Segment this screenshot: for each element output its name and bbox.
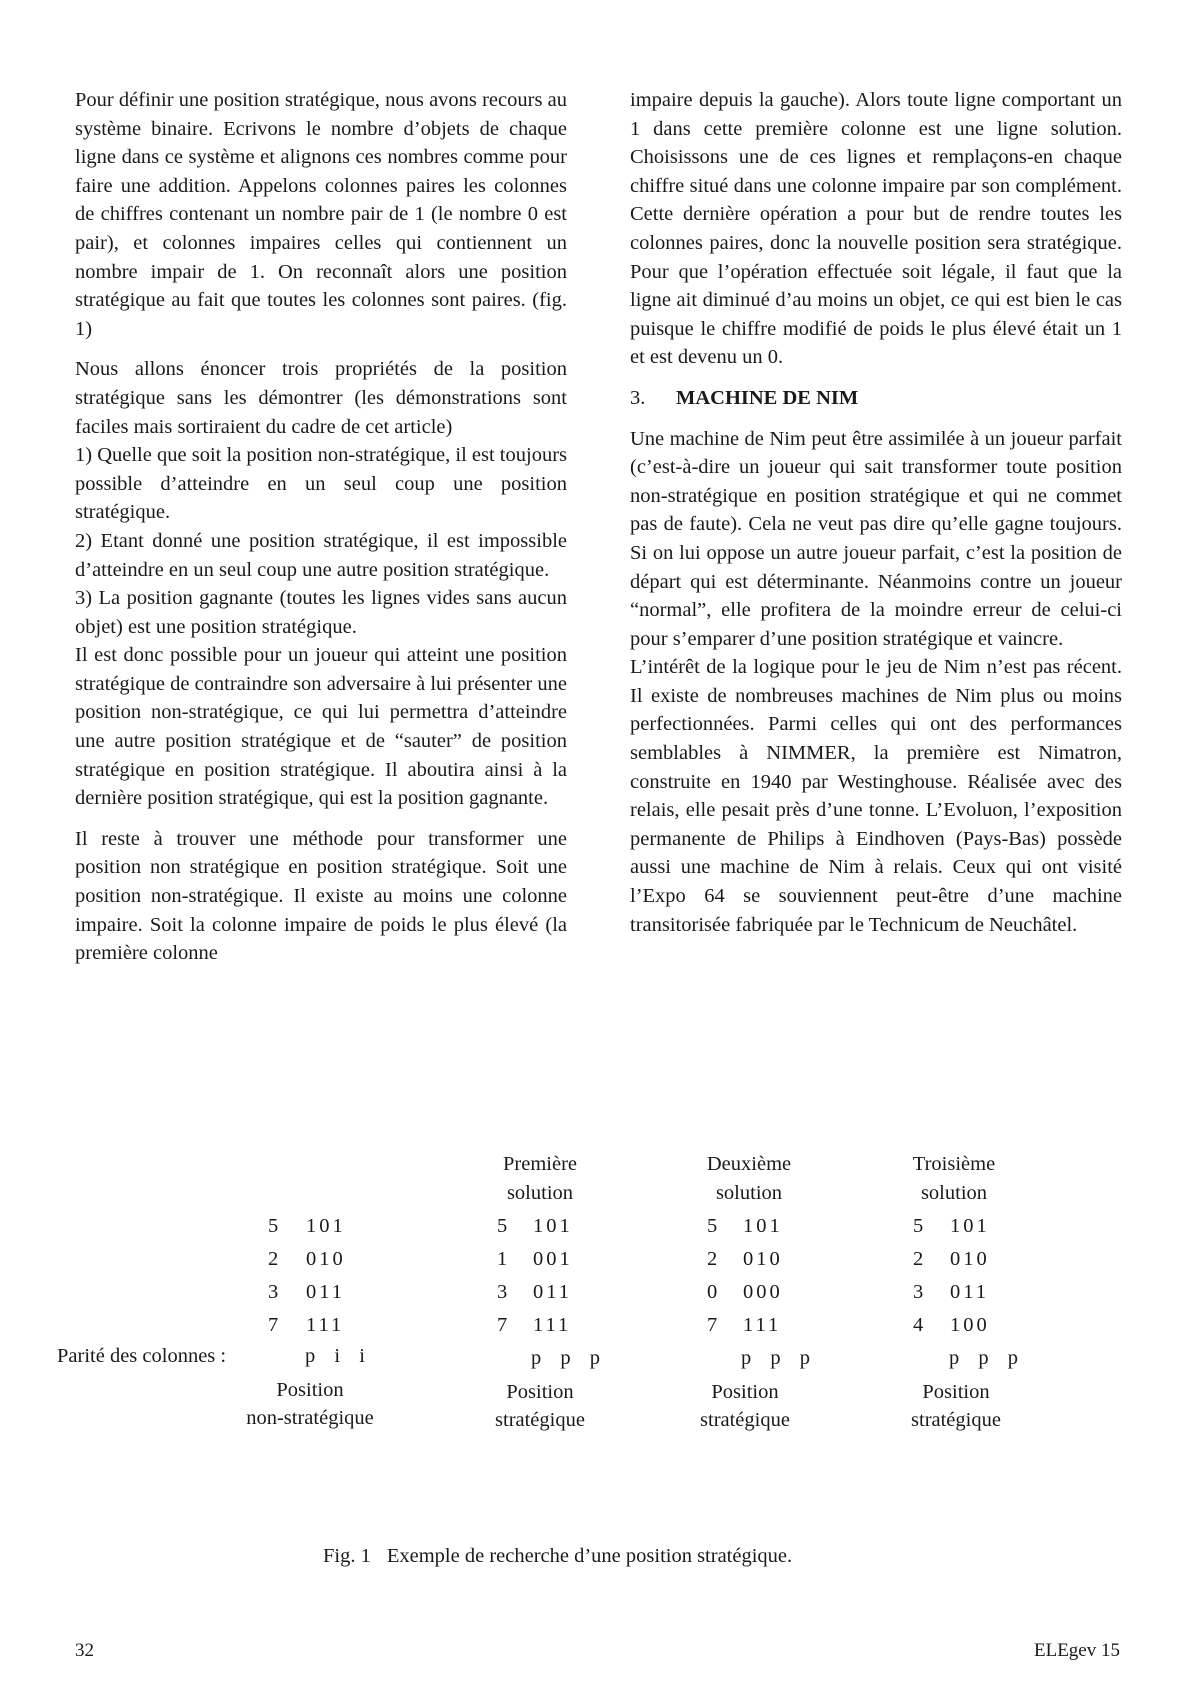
row-bits: 100 bbox=[950, 1314, 990, 1336]
caption-label: Fig. 1 bbox=[323, 1545, 371, 1567]
row-bits: 010 bbox=[950, 1248, 990, 1270]
position-type: non-stratégique bbox=[246, 1407, 374, 1429]
section-heading bbox=[630, 384, 1122, 413]
column-subheader: solution bbox=[920, 1182, 988, 1204]
figure-caption bbox=[323, 1545, 792, 1568]
row-bits: 101 bbox=[306, 1215, 346, 1237]
parity-label: Parité des colonnes : bbox=[57, 1345, 227, 1367]
row-bits: 111 bbox=[306, 1314, 345, 1336]
row-bits: 011 bbox=[950, 1281, 989, 1303]
row-value: 2 bbox=[707, 1248, 718, 1270]
row-value: 2 bbox=[913, 1248, 924, 1270]
row-bits: 011 bbox=[306, 1281, 345, 1303]
column-parity: p p p bbox=[531, 1347, 607, 1369]
position-type: stratégique bbox=[911, 1409, 1001, 1431]
paragraph: impaire depuis la gauche). Alors toute ligne comportant un 1 dans cette première colonne est une ligne solution. Choisissons une de ces lignes et remplaçons-en chaque chiffre situé dans une colonne impaire par son complément. Cette dernière opération a pour but de rendre toutes les colonnes paires, donc la nouvelle position sera stratégique. Pour que l’opération effectuée soit légale, il faut que la ligne ait diminué d’au moins un objet, ce qui est bien le cas puisque le chiffre modifié de poids le plus élevé était un 1 et est devenu un 0. bbox=[630, 89, 1122, 369]
row-bits: 111 bbox=[743, 1314, 782, 1336]
row-value: 7 bbox=[268, 1314, 279, 1336]
position-label: Position bbox=[276, 1379, 344, 1401]
row-bits: 001 bbox=[533, 1248, 573, 1270]
page-number: 32 bbox=[75, 1640, 94, 1661]
row-value: 0 bbox=[707, 1281, 718, 1303]
row-bits: 101 bbox=[743, 1215, 783, 1237]
row-value: 1 bbox=[497, 1248, 508, 1270]
row-bits: 101 bbox=[533, 1215, 573, 1237]
position-label: Position bbox=[711, 1381, 779, 1403]
row-value: 5 bbox=[707, 1215, 718, 1237]
position-type: stratégique bbox=[495, 1409, 585, 1431]
column-subheader: solution bbox=[506, 1182, 574, 1204]
right-column bbox=[630, 86, 1122, 951]
column-subheader: solution bbox=[715, 1182, 783, 1204]
column-parity: p p p bbox=[741, 1347, 817, 1369]
row-value: 5 bbox=[268, 1215, 279, 1237]
column-header: Première bbox=[503, 1153, 577, 1175]
row-value: 3 bbox=[268, 1281, 279, 1303]
row-bits: 010 bbox=[306, 1248, 346, 1270]
row-value: 7 bbox=[707, 1314, 718, 1336]
row-bits: 000 bbox=[743, 1281, 783, 1303]
row-value: 2 bbox=[268, 1248, 279, 1270]
property-2: 2) Etant donné une position stratégique, il est impossible d’atteindre en un seul coup une autre position stratégique. bbox=[75, 529, 567, 581]
column-parity: p i i bbox=[305, 1345, 372, 1367]
row-value: 5 bbox=[913, 1215, 924, 1237]
row-value: 4 bbox=[913, 1314, 924, 1336]
caption-text: Exemple de recherche d’une position stratégique. bbox=[386, 1545, 793, 1567]
column-parity: p p p bbox=[949, 1347, 1025, 1369]
position-type: stratégique bbox=[700, 1409, 790, 1431]
property-3: 3) La position gagnante (toutes les lignes vides sans aucun objet) est une position stratégique. bbox=[75, 587, 567, 638]
row-bits: 010 bbox=[743, 1248, 783, 1270]
row-bits: 011 bbox=[533, 1281, 572, 1303]
row-bits: 111 bbox=[533, 1314, 572, 1336]
row-value: 7 bbox=[497, 1314, 508, 1336]
left-column bbox=[75, 86, 567, 980]
paragraph: Une machine de Nim peut être assimilée à un joueur parfait (c’est-à-dire un joueur qui sait transformer toute position non-stratégique en position stratégique et qui ne commet pas de faute). Cela ne veut pas dire qu’elle gagne toujours. Si on lui oppose un autre joueur parfait, c’est la position de départ qui est déterminante. Néanmoins contre un joueur “normal”, elle profitera de la moindre erreur de celui-ci pour s’emparer d’une position stratégique et vaincre. bbox=[630, 427, 1122, 650]
paragraph: Nous allons énoncer trois propriétés de la position stratégique sans les démontrer (les démonstrations sont faciles mais sortiraient du cadre de cet article) bbox=[75, 358, 567, 438]
paragraph: Il reste à trouver une méthode pour transformer une position non stratégique en position stratégique. Soit une position non-stratégique. Il existe au moins une colonne impaire. Soit la colonne impaire de poids le plus élevé (la première colonne bbox=[75, 827, 567, 965]
paragraph: Pour définir une position stratégique, nous avons recours au système binaire. Ecrivons le nombre d’objets de chaque ligne dans ce système et alignons ces nombres comme pour faire une addition. Appelons colonnes paires les colonnes de chiffres contenant un nombre pair de 1 (le nombre 0 est pair), et colonnes impaires celles qui contiennent un nombre impair de 1. On reconnaît alors une position stratégique au fait que toutes les colonnes sont paires. (fig. 1) bbox=[75, 89, 567, 340]
row-bits: 101 bbox=[950, 1215, 990, 1237]
position-label: Position bbox=[922, 1381, 990, 1403]
figure-1 bbox=[0, 1150, 1200, 1450]
journal-code: ELEgev 15 bbox=[1033, 1640, 1120, 1661]
section-title: MACHINE DE NIM bbox=[676, 386, 859, 409]
column-header: Troisième bbox=[912, 1153, 996, 1175]
position-label: Position bbox=[506, 1381, 574, 1403]
paragraph: L’intérêt de la logique pour le jeu de Nim n’est pas récent. Il existe de nombreuses machines de Nim plus ou moins perfectionnées. Parmi celles qui ont des performances semblables à NIMMER, la première est Nimatron, construite en 1940 par Westinghouse. Réalisée avec des relais, elle pesait près d’une tonne. L’Evoluon, l’exposition permanente de Philips à Eindhoven (Pays-Bas) possède aussi une machine de Nim à relais. Ceux qui ont visité l’Expo 64 se souviennent peut-être d’une machine transitorisée fabriquée par le Technicum de Neuchâtel. bbox=[630, 656, 1122, 936]
row-value: 3 bbox=[497, 1281, 508, 1303]
paragraph: Il est donc possible pour un joueur qui atteint une position stratégique de contraindre son adversaire à lui présenter une position non-stratégique, ce qui lui permettra d’atteindre une autre position stratégique et de “sauter” de position stratégique en position stratégique. Il aboutira ainsi à la dernière position stratégique, qui est la position gagnante. bbox=[75, 644, 567, 810]
row-value: 3 bbox=[913, 1281, 924, 1303]
column-header: Deuxième bbox=[706, 1153, 792, 1175]
section-number: 3. bbox=[630, 386, 646, 409]
property-1: 1) Quelle que soit la position non-stratégique, il est toujours possible d’atteindre en un seul coup une position stratégique. bbox=[75, 444, 567, 524]
row-value: 5 bbox=[497, 1215, 508, 1237]
